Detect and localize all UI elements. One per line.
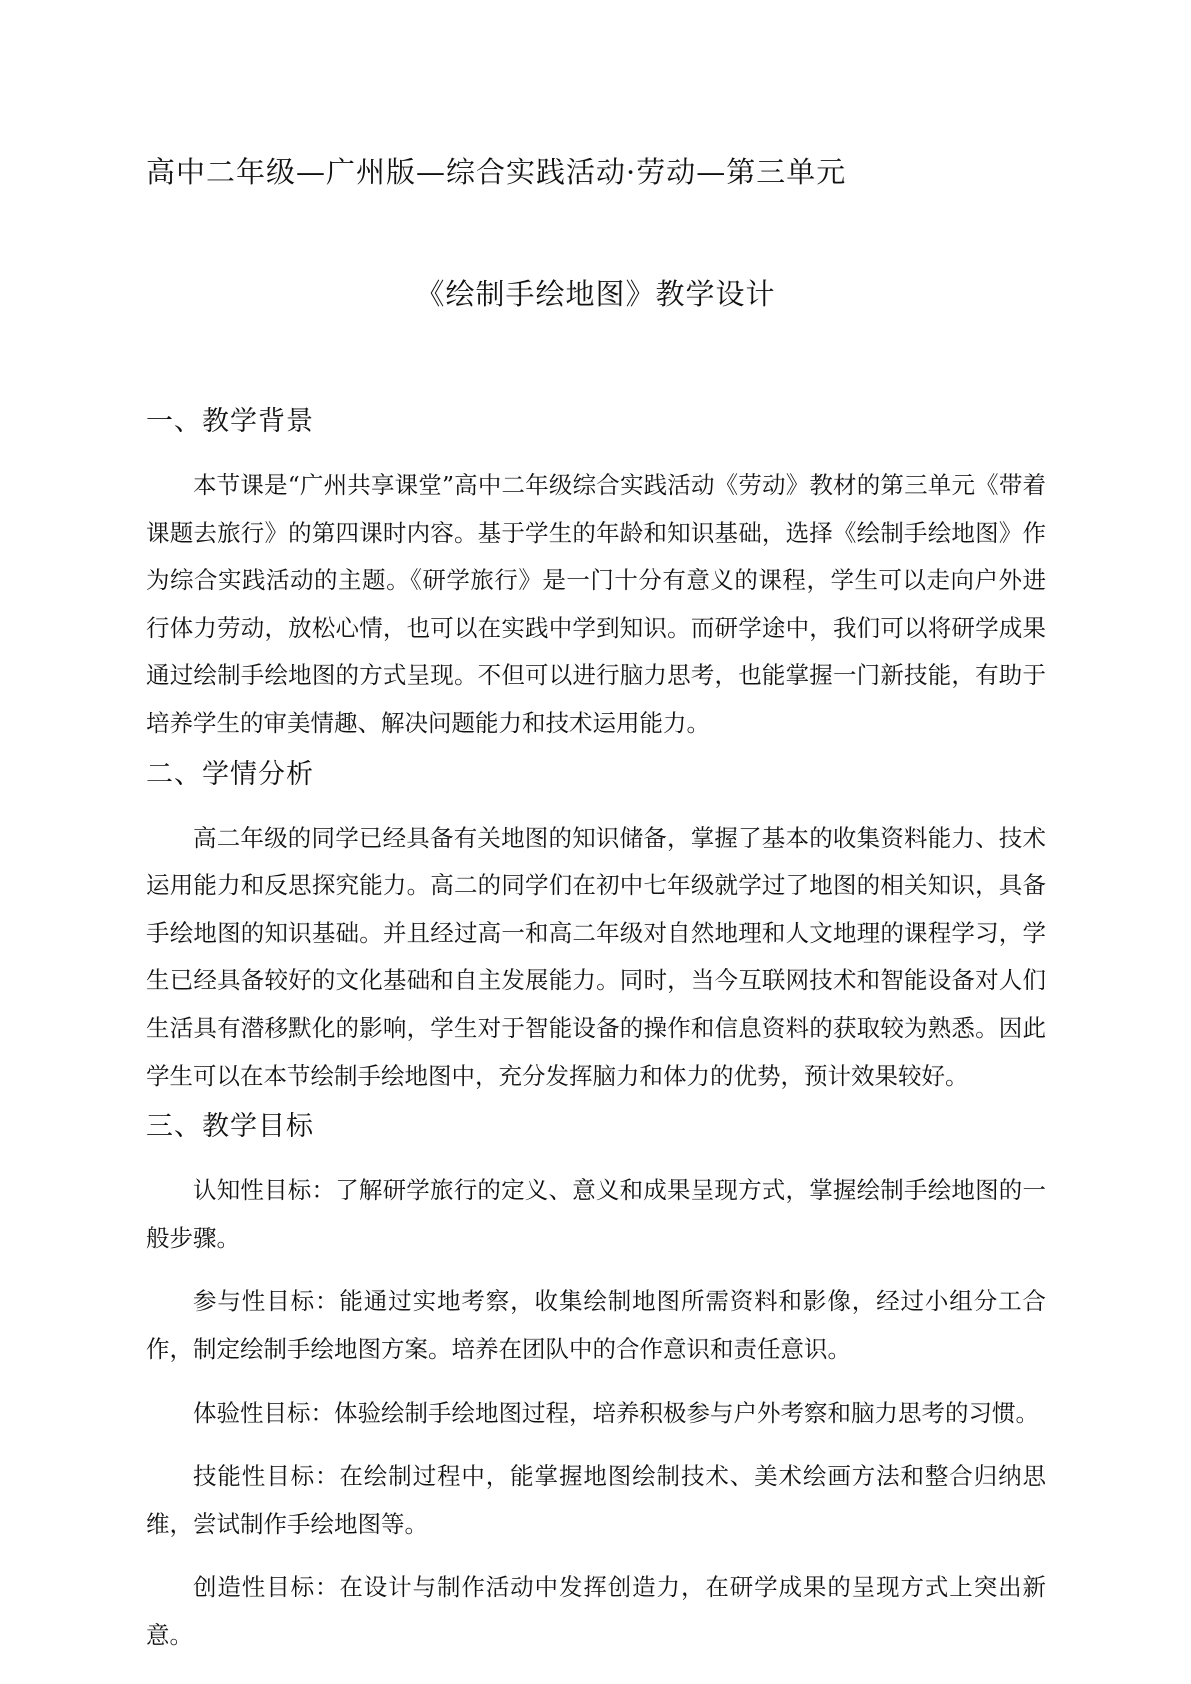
document-body xyxy=(146,400,1046,1675)
section-teaching-objectives xyxy=(146,1105,1046,1659)
section-teaching-background xyxy=(146,400,1046,748)
objective-experience: 体验性目标：体验绘制手绘地图过程，培养积极参与户外考察和脑力思考的习惯。 xyxy=(193,1398,1039,1427)
objective-cognitive: 认知性目标：了解研学旅行的定义、意义和成果呈现方式，掌握绘制手绘地图的一般步骤。 xyxy=(146,1176,1046,1252)
section-heading: 一、教学背景 xyxy=(146,406,314,437)
objective-creativity: 创造性目标：在设计与制作活动中发挥创造力，在研学成果的呈现方式上突出新意。 xyxy=(146,1573,1046,1649)
objective-skill: 技能性目标：在绘制过程中，能掌握地图绘制技术、美术绘画方法和整合归纳思维，尝试制作手绘地图等。 xyxy=(146,1462,1046,1538)
document-title: 《绘制手绘地图》教学设计 xyxy=(415,277,776,311)
paragraph: 本节课是“广州共享课堂”高中二年级综合实践活动《劳动》教材的第三单元《带着课题去旅行》的第四课时内容。基于学生的年龄和知识基础，选择《绘制手绘地图》作为综合实践活动的主题。《研学旅行》是一门十分有意义的课程，学生可以走向户外进行体力劳动，放松心情，也可以在实践中学到知识。而研学途中，我们可以将研学成果通过绘制手绘地图的方式呈现。不但可以进行脑力思考，也能掌握一门新技能，有助于培养学生的审美情趣、解决问题能力和技术运用能力。 xyxy=(146,471,1046,737)
section-heading: 三、教学目标 xyxy=(146,1111,314,1143)
paragraph: 高二年级的同学已经具备有关地图的知识储备，掌握了基本的收集资料能力、技术运用能力和反思探究能力。高二的同学们在初中七年级就学过了地图的相关知识，具备手绘地图的知识基础。并且经过高一和高二年级对自然地理和人文地理的课程学习，学生已经具备较好的文化基础和自主发展能力。同时，当今互联网技术和智能设备对人们生活具有潜移默化的影响，学生对于智能设备的操作和信息资料的获取较为熟悉。因此学生可以在本节绘制手绘地图中，充分发挥脑力和体力的优势，预计效果较好。 xyxy=(146,823,1046,1090)
section-student-analysis xyxy=(146,753,1046,1101)
section-heading: 二、学情分析 xyxy=(146,758,314,790)
course-header: 高中二年级—广州版—综合实践活动·劳动—第三单元 xyxy=(146,155,847,189)
objective-participation: 参与性目标：能通过实地考察，收集绘制地图所需资料和影像，经过小组分工合作，制定绘制手绘地图方案。培养在团队中的合作意识和责任意识。 xyxy=(146,1287,1046,1363)
